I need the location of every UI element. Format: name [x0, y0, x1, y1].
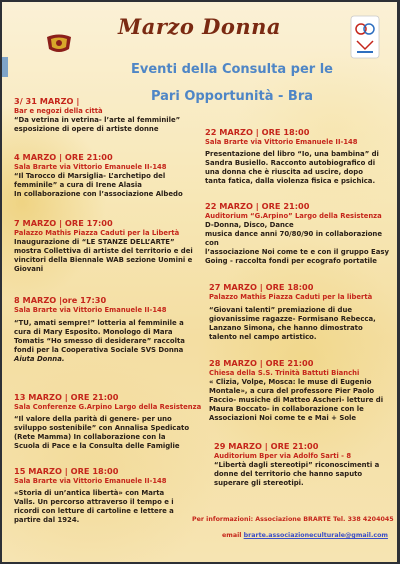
event-text: «Storia di un’antica libertà» con Marta — [14, 489, 165, 497]
event-venue: Palazzo Mathis Piazza Caduti per la libertà — [209, 293, 373, 301]
event-text: femminile” a cura di Irene Alasia — [14, 181, 142, 190]
event-venue: Palazzo Mathis Piazza Caduti per la Libertà — [14, 229, 180, 237]
event-venue: Sala Brarte via Vittorio Emanuele II-148 — [14, 306, 167, 314]
event-text: donne del territorio che hanno saputo — [214, 470, 363, 479]
event-text: giovanissime ragazze- Formisano Rebecca, — [209, 315, 376, 324]
event-text: Valls. Un percorso attraverso il tempo e i — [14, 498, 174, 507]
email-link[interactable]: brarte.associazioneculturale@gmail.com — [243, 532, 388, 539]
event-venue: Sala Brarte via Vittorio Emanuele II-148 — [205, 138, 358, 146]
event-text: l’associazione Noi come te e con il gruppo Easy — [205, 248, 389, 257]
event-text: Scuola di Pace e la Consulta delle Famiglie — [14, 442, 180, 451]
event-text: tanta fatica, dalla violenza fisica e psichica. — [205, 177, 376, 186]
event-text: “Il Tarocco di Marsiglia- L’archetipo del — [14, 172, 166, 180]
event-text: vincitori della Biennale WAB sezione Uomini e — [14, 256, 193, 265]
event-text: (Rete Mamma) In collaborazione con la — [14, 433, 166, 442]
event-29-marzo — [214, 441, 395, 488]
event-venue: Sala Brarte via Vittorio Emanuele II-148 — [14, 477, 167, 485]
event-22-marzo-2100 — [205, 201, 395, 266]
event-text: una donna che è riuscita ad uscire, dopo — [205, 168, 363, 177]
event-venue: Bar e negozi della città — [14, 107, 103, 115]
event-text: Aiuta Donna. — [14, 355, 65, 364]
event-text: Associazioni Noi come te e Mai + Sole — [209, 414, 357, 423]
event-7-marzo — [14, 218, 202, 274]
event-text: fondi per la Cooperativa Sociale SVS Donna — [14, 346, 184, 355]
event-text: ricordi con letture di cartoline e lettere a — [14, 507, 174, 516]
event-venue: Chiesa della S.S. Trinità Battuti Bianchi — [209, 369, 360, 377]
event-date: 4 MARZO | ORE 21:00 — [14, 152, 113, 162]
event-date: 15 MARZO | ORE 18:00 — [14, 466, 119, 476]
event-4-marzo — [14, 152, 199, 199]
event-text: cura di Mary Esposito. Monologo di Mara — [14, 328, 173, 337]
event-28-marzo — [209, 358, 395, 423]
event-text: Giovani — [14, 265, 44, 274]
event-text: In collaborazione con l’associazione Albedo — [14, 190, 183, 199]
event-text: « Clizia, Volpe, Mosca: le muse di Eugenio — [209, 378, 372, 386]
poster — [2, 2, 397, 562]
event-8-marzo — [14, 295, 202, 364]
event-text: superare gli stereotipi. — [214, 479, 304, 488]
event-text: Sandra Busiello. Racconto autobiografico di — [205, 159, 376, 168]
event-text: sviluppo sostenibile” con Annalisa Spedicato — [14, 424, 190, 433]
event-text: D-Donna, Disco, Dance — [205, 221, 294, 229]
event-venue: Auditorium Bper via Adolfo Sarti - 8 — [214, 452, 352, 460]
event-text: “TU, amati sempre!” lotteria al femminile a — [14, 319, 184, 327]
event-text: Montale», a cura del professore Pier Paolo — [209, 387, 375, 396]
event-date: 28 MARZO | ORE 21:00 — [209, 358, 314, 368]
event-text: esposizione di opere di artiste donne — [14, 125, 159, 134]
event-text: “Il valore della parità di genere- per uno — [14, 415, 172, 423]
contact-email-line — [222, 532, 388, 539]
left-accent-bar — [2, 57, 8, 77]
event-13-marzo — [14, 392, 202, 451]
event-15-marzo — [14, 466, 202, 525]
event-text: Tomatis “Ho smesso di desiderare” raccolta — [14, 337, 185, 346]
event-venue: Auditorium “G.Arpino” Largo della Resistenza — [205, 212, 382, 220]
subtitle-line-1: Eventi della Consulta per le — [131, 62, 333, 77]
event-date: 7 MARZO | ORE 17:00 — [14, 218, 113, 228]
event-date: 3/ 31 MARZO | — [14, 96, 80, 106]
event-date: 29 MARZO | ORE 21:00 — [214, 441, 319, 451]
event-text: talento nel campo artistico. — [209, 333, 317, 342]
email-label: email — [222, 532, 242, 539]
poster-title: Marzo Donna — [117, 14, 282, 39]
event-22-marzo-1800 — [205, 127, 393, 186]
event-text: musica dance anni 70/80/90 in collaborazione con — [205, 230, 383, 248]
subtitle-line-2: Pari Opportunità - Bra — [150, 89, 314, 104]
event-text: “Giovani talenti” premiazione di due — [209, 306, 353, 314]
event-date: 13 MARZO | ORE 21:00 — [14, 392, 119, 402]
event-date: 22 MARZO | ORE 21:00 — [205, 201, 310, 211]
contact-info: Per informazioni: Associazione BRARTE Tel. 338 4204045 — [192, 516, 394, 523]
event-text: Presentazione del libro “Io, una bambina” di — [205, 150, 379, 158]
event-venue: Sala Conferenze G.Arpino Largo della Resistenza — [14, 403, 202, 411]
event-text: Lanzano Simona, che hanno dimostrato — [209, 324, 363, 333]
event-date: 8 MARZO |ore 17:30 — [14, 295, 107, 305]
event-text: Maura Boccato- in collaborazione con le — [209, 405, 364, 414]
event-3-31-marzo — [14, 96, 199, 134]
event-text: Going - raccolta fondi per ecografo portatile — [205, 257, 377, 266]
event-text: Inaugurazione di “LE STANZE DELL’ARTE” — [14, 238, 175, 246]
event-text: mostra Collettiva di artiste del territorio e dei — [14, 247, 193, 256]
event-date: 27 MARZO | ORE 18:00 — [209, 282, 314, 292]
event-date: 22 MARZO | ORE 18:00 — [205, 127, 310, 137]
event-27-marzo — [209, 282, 395, 342]
event-text: “Libertà dagli stereotipi” riconoscimenti a — [214, 461, 380, 469]
event-venue: Sala Brarte via Vittorio Emanuele II-148 — [14, 163, 167, 171]
event-text: “Da vetrina in vetrina- l’arte al femminile” — [14, 116, 181, 124]
event-text: Faccio- musiche di Matteo Ascheri- letture di — [209, 396, 384, 405]
event-text: partire dal 1924. — [14, 516, 80, 525]
